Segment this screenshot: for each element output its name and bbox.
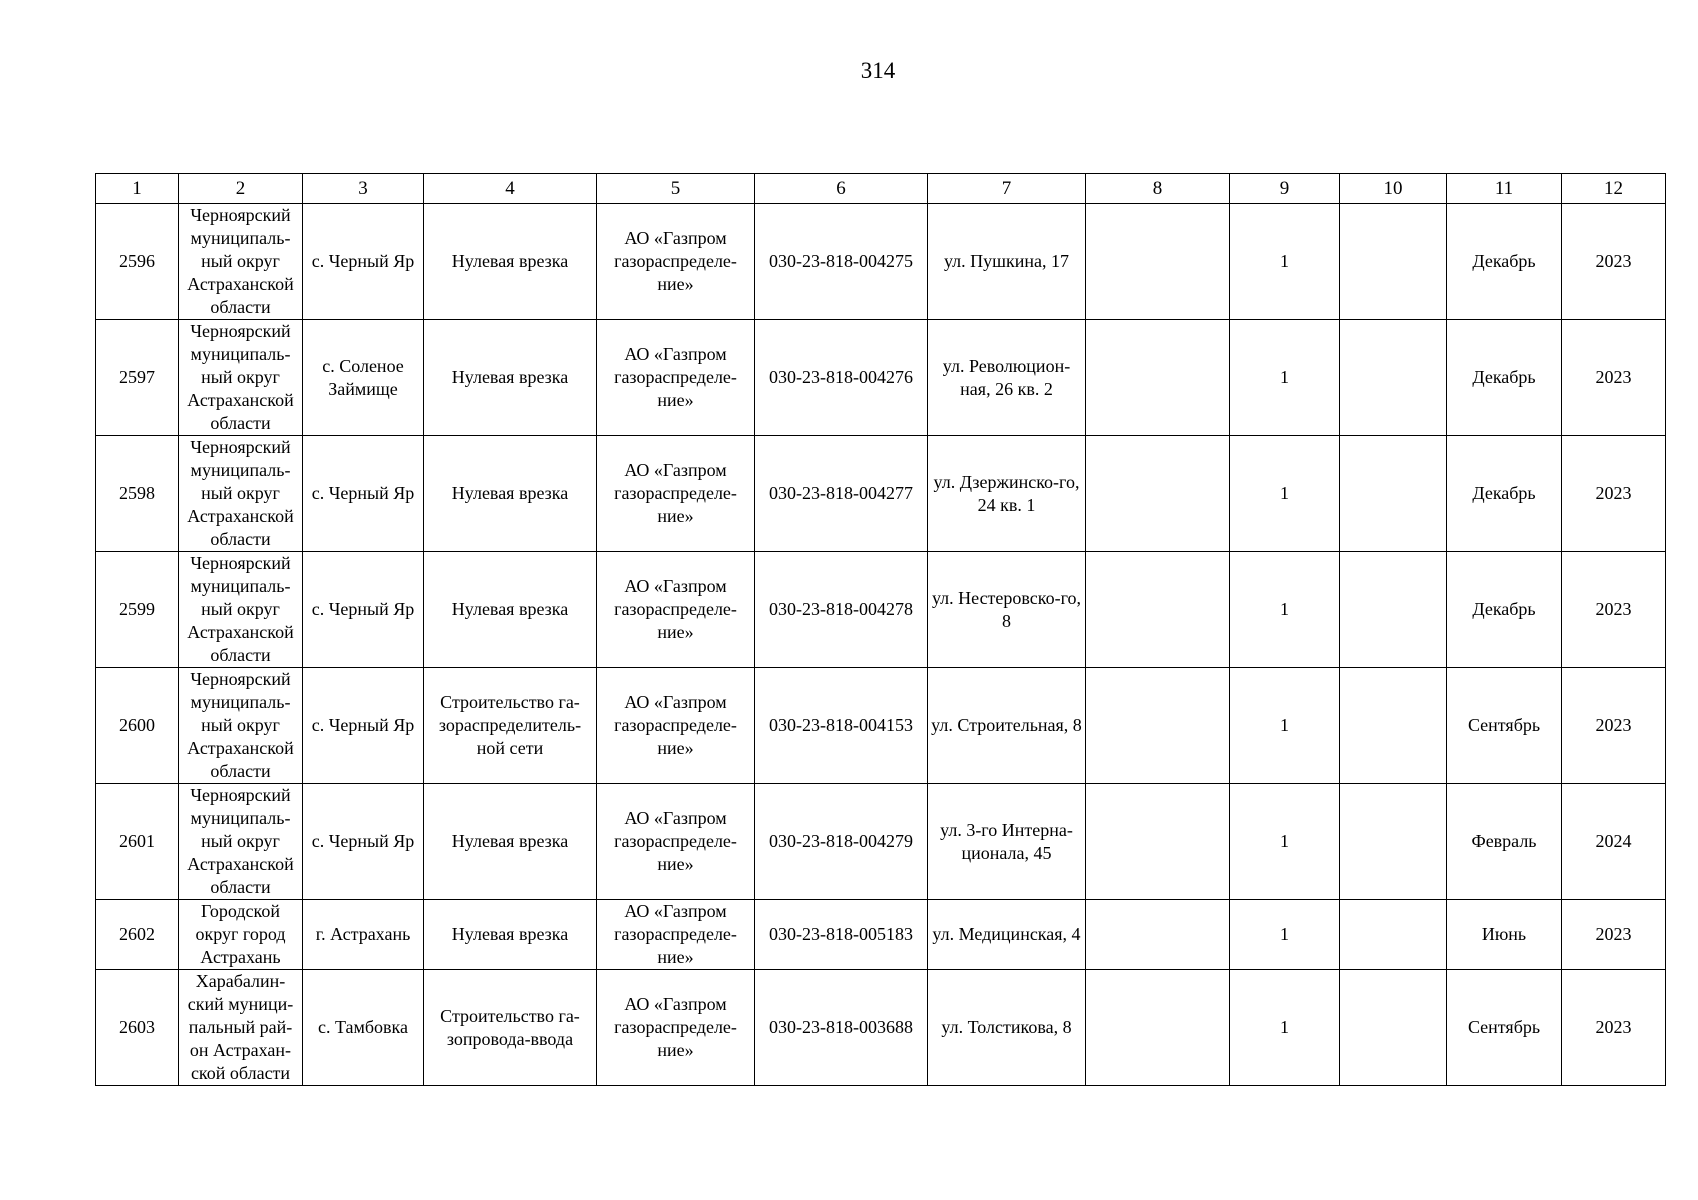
- table-cell: Февраль: [1447, 784, 1562, 900]
- table-cell: [1340, 204, 1447, 320]
- table-row: [96, 320, 1666, 436]
- header-cell: 1: [96, 174, 179, 204]
- table-cell: Черноярский муниципаль-ный округ Астраханской области: [179, 204, 303, 320]
- table-cell: Строительство га-зопровода-ввода: [424, 970, 597, 1086]
- table-cell: [1340, 900, 1447, 970]
- table-cell: Сентябрь: [1447, 668, 1562, 784]
- table-cell: 2603: [96, 970, 179, 1086]
- table-cell: [1340, 320, 1447, 436]
- table-cell: ул. Строительная, 8: [928, 668, 1086, 784]
- table-cell: с. Черный Яр: [303, 204, 424, 320]
- table-cell: АО «Газпром газораспределе-ние»: [597, 970, 755, 1086]
- table-cell: г. Астрахань: [303, 900, 424, 970]
- table-cell: 2023: [1562, 668, 1666, 784]
- table-cell: ул. Пушкина, 17: [928, 204, 1086, 320]
- header-cell: 6: [755, 174, 928, 204]
- table-cell: АО «Газпром газораспределе-ние»: [597, 204, 755, 320]
- header-cell: 4: [424, 174, 597, 204]
- table-cell: АО «Газпром газораспределе-ние»: [597, 668, 755, 784]
- table-cell: 2023: [1562, 320, 1666, 436]
- table-cell: с. Черный Яр: [303, 668, 424, 784]
- table-cell: 030-23-818-005183: [755, 900, 928, 970]
- table-cell: 2602: [96, 900, 179, 970]
- table-cell: [1340, 668, 1447, 784]
- table-cell: 030-23-818-004153: [755, 668, 928, 784]
- table-cell: 1: [1230, 320, 1340, 436]
- table-cell: 1: [1230, 784, 1340, 900]
- header-cell: 5: [597, 174, 755, 204]
- table-cell: 2599: [96, 552, 179, 668]
- table-cell: Черноярский муниципаль-ный округ Астраханской области: [179, 320, 303, 436]
- table-cell: 2596: [96, 204, 179, 320]
- table-cell: 2598: [96, 436, 179, 552]
- table-cell: АО «Газпром газораспределе-ние»: [597, 784, 755, 900]
- table-cell: 030-23-818-004278: [755, 552, 928, 668]
- table-cell: Декабрь: [1447, 436, 1562, 552]
- table-row: [96, 900, 1666, 970]
- table-cell: с. Тамбовка: [303, 970, 424, 1086]
- table-cell: [1086, 204, 1230, 320]
- table-cell: АО «Газпром газораспределе-ние»: [597, 436, 755, 552]
- table-cell: 030-23-818-004279: [755, 784, 928, 900]
- table-cell: ул. Революцион-ная, 26 кв. 2: [928, 320, 1086, 436]
- table-cell: [1340, 436, 1447, 552]
- table-row: [96, 784, 1666, 900]
- table-row: [96, 436, 1666, 552]
- table-cell: с. Черный Яр: [303, 784, 424, 900]
- table-header-row: [96, 174, 1666, 204]
- table-cell: Нулевая врезка: [424, 552, 597, 668]
- table-cell: 2601: [96, 784, 179, 900]
- table-cell: ул. Дзержинско-го, 24 кв. 1: [928, 436, 1086, 552]
- table-cell: [1086, 668, 1230, 784]
- table-cell: [1340, 970, 1447, 1086]
- table-cell: с. Соленое Займище: [303, 320, 424, 436]
- table-cell: 2023: [1562, 204, 1666, 320]
- table-cell: Черноярский муниципаль-ный округ Астраханской области: [179, 436, 303, 552]
- table-cell: Декабрь: [1447, 204, 1562, 320]
- table-cell: Декабрь: [1447, 320, 1562, 436]
- table-cell: 030-23-818-004277: [755, 436, 928, 552]
- table-cell: [1340, 552, 1447, 668]
- header-cell: 3: [303, 174, 424, 204]
- table-cell: Нулевая врезка: [424, 900, 597, 970]
- table-cell: 1: [1230, 204, 1340, 320]
- table-cell: 2023: [1562, 436, 1666, 552]
- header-cell: 11: [1447, 174, 1562, 204]
- table-cell: ул. Нестеровско-го, 8: [928, 552, 1086, 668]
- table-cell: 2023: [1562, 970, 1666, 1086]
- table-row: [96, 668, 1666, 784]
- table-cell: Июнь: [1447, 900, 1562, 970]
- table-cell: [1086, 436, 1230, 552]
- table-cell: ул. 3-го Интерна-ционала, 45: [928, 784, 1086, 900]
- table-cell: 2023: [1562, 552, 1666, 668]
- table-cell: 1: [1230, 436, 1340, 552]
- header-cell: 9: [1230, 174, 1340, 204]
- table-cell: АО «Газпром газораспределе-ние»: [597, 320, 755, 436]
- table-cell: [1086, 900, 1230, 970]
- table-cell: Сентябрь: [1447, 970, 1562, 1086]
- table-cell: Нулевая врезка: [424, 784, 597, 900]
- table-cell: 1: [1230, 552, 1340, 668]
- table-cell: 030-23-818-004276: [755, 320, 928, 436]
- table-cell: [1086, 320, 1230, 436]
- header-cell: 2: [179, 174, 303, 204]
- table-cell: 2024: [1562, 784, 1666, 900]
- table-cell: Черноярский муниципаль-ный округ Астраханской области: [179, 784, 303, 900]
- table-cell: [1086, 552, 1230, 668]
- table-cell: 2600: [96, 668, 179, 784]
- table-cell: Черноярский муниципаль-ный округ Астраханской области: [179, 552, 303, 668]
- header-cell: 7: [928, 174, 1086, 204]
- table-cell: Нулевая врезка: [424, 204, 597, 320]
- table-cell: 2023: [1562, 900, 1666, 970]
- table-cell: Декабрь: [1447, 552, 1562, 668]
- table-cell: Нулевая врезка: [424, 436, 597, 552]
- table-cell: АО «Газпром газораспределе-ние»: [597, 552, 755, 668]
- table-cell: ул. Толстикова, 8: [928, 970, 1086, 1086]
- header-cell: 10: [1340, 174, 1447, 204]
- table-cell: [1340, 784, 1447, 900]
- table-cell: АО «Газпром газораспределе-ние»: [597, 900, 755, 970]
- table-cell: Харабалин-ский муници-пальный рай-он Астрахан-ской области: [179, 970, 303, 1086]
- table-cell: Строительство га-зораспределитель-ной сети: [424, 668, 597, 784]
- data-table: [95, 173, 1666, 1086]
- table-cell: с. Черный Яр: [303, 552, 424, 668]
- table-row: [96, 970, 1666, 1086]
- table-cell: 030-23-818-004275: [755, 204, 928, 320]
- table-cell: Черноярский муниципаль-ный округ Астраханской области: [179, 668, 303, 784]
- table-row: [96, 552, 1666, 668]
- table-cell: [1086, 784, 1230, 900]
- table-row: [96, 204, 1666, 320]
- page-number: 314: [860, 58, 896, 83]
- table-cell: ул. Медицинская, 4: [928, 900, 1086, 970]
- table-cell: 2597: [96, 320, 179, 436]
- header-cell: 12: [1562, 174, 1666, 204]
- table-cell: 030-23-818-003688: [755, 970, 928, 1086]
- header-cell: 8: [1086, 174, 1230, 204]
- table-cell: Нулевая врезка: [424, 320, 597, 436]
- table-cell: 1: [1230, 668, 1340, 784]
- table-cell: 1: [1230, 900, 1340, 970]
- table-cell: [1086, 970, 1230, 1086]
- table-cell: 1: [1230, 970, 1340, 1086]
- table-cell: Городской округ город Астрахань: [179, 900, 303, 970]
- table-cell: с. Черный Яр: [303, 436, 424, 552]
